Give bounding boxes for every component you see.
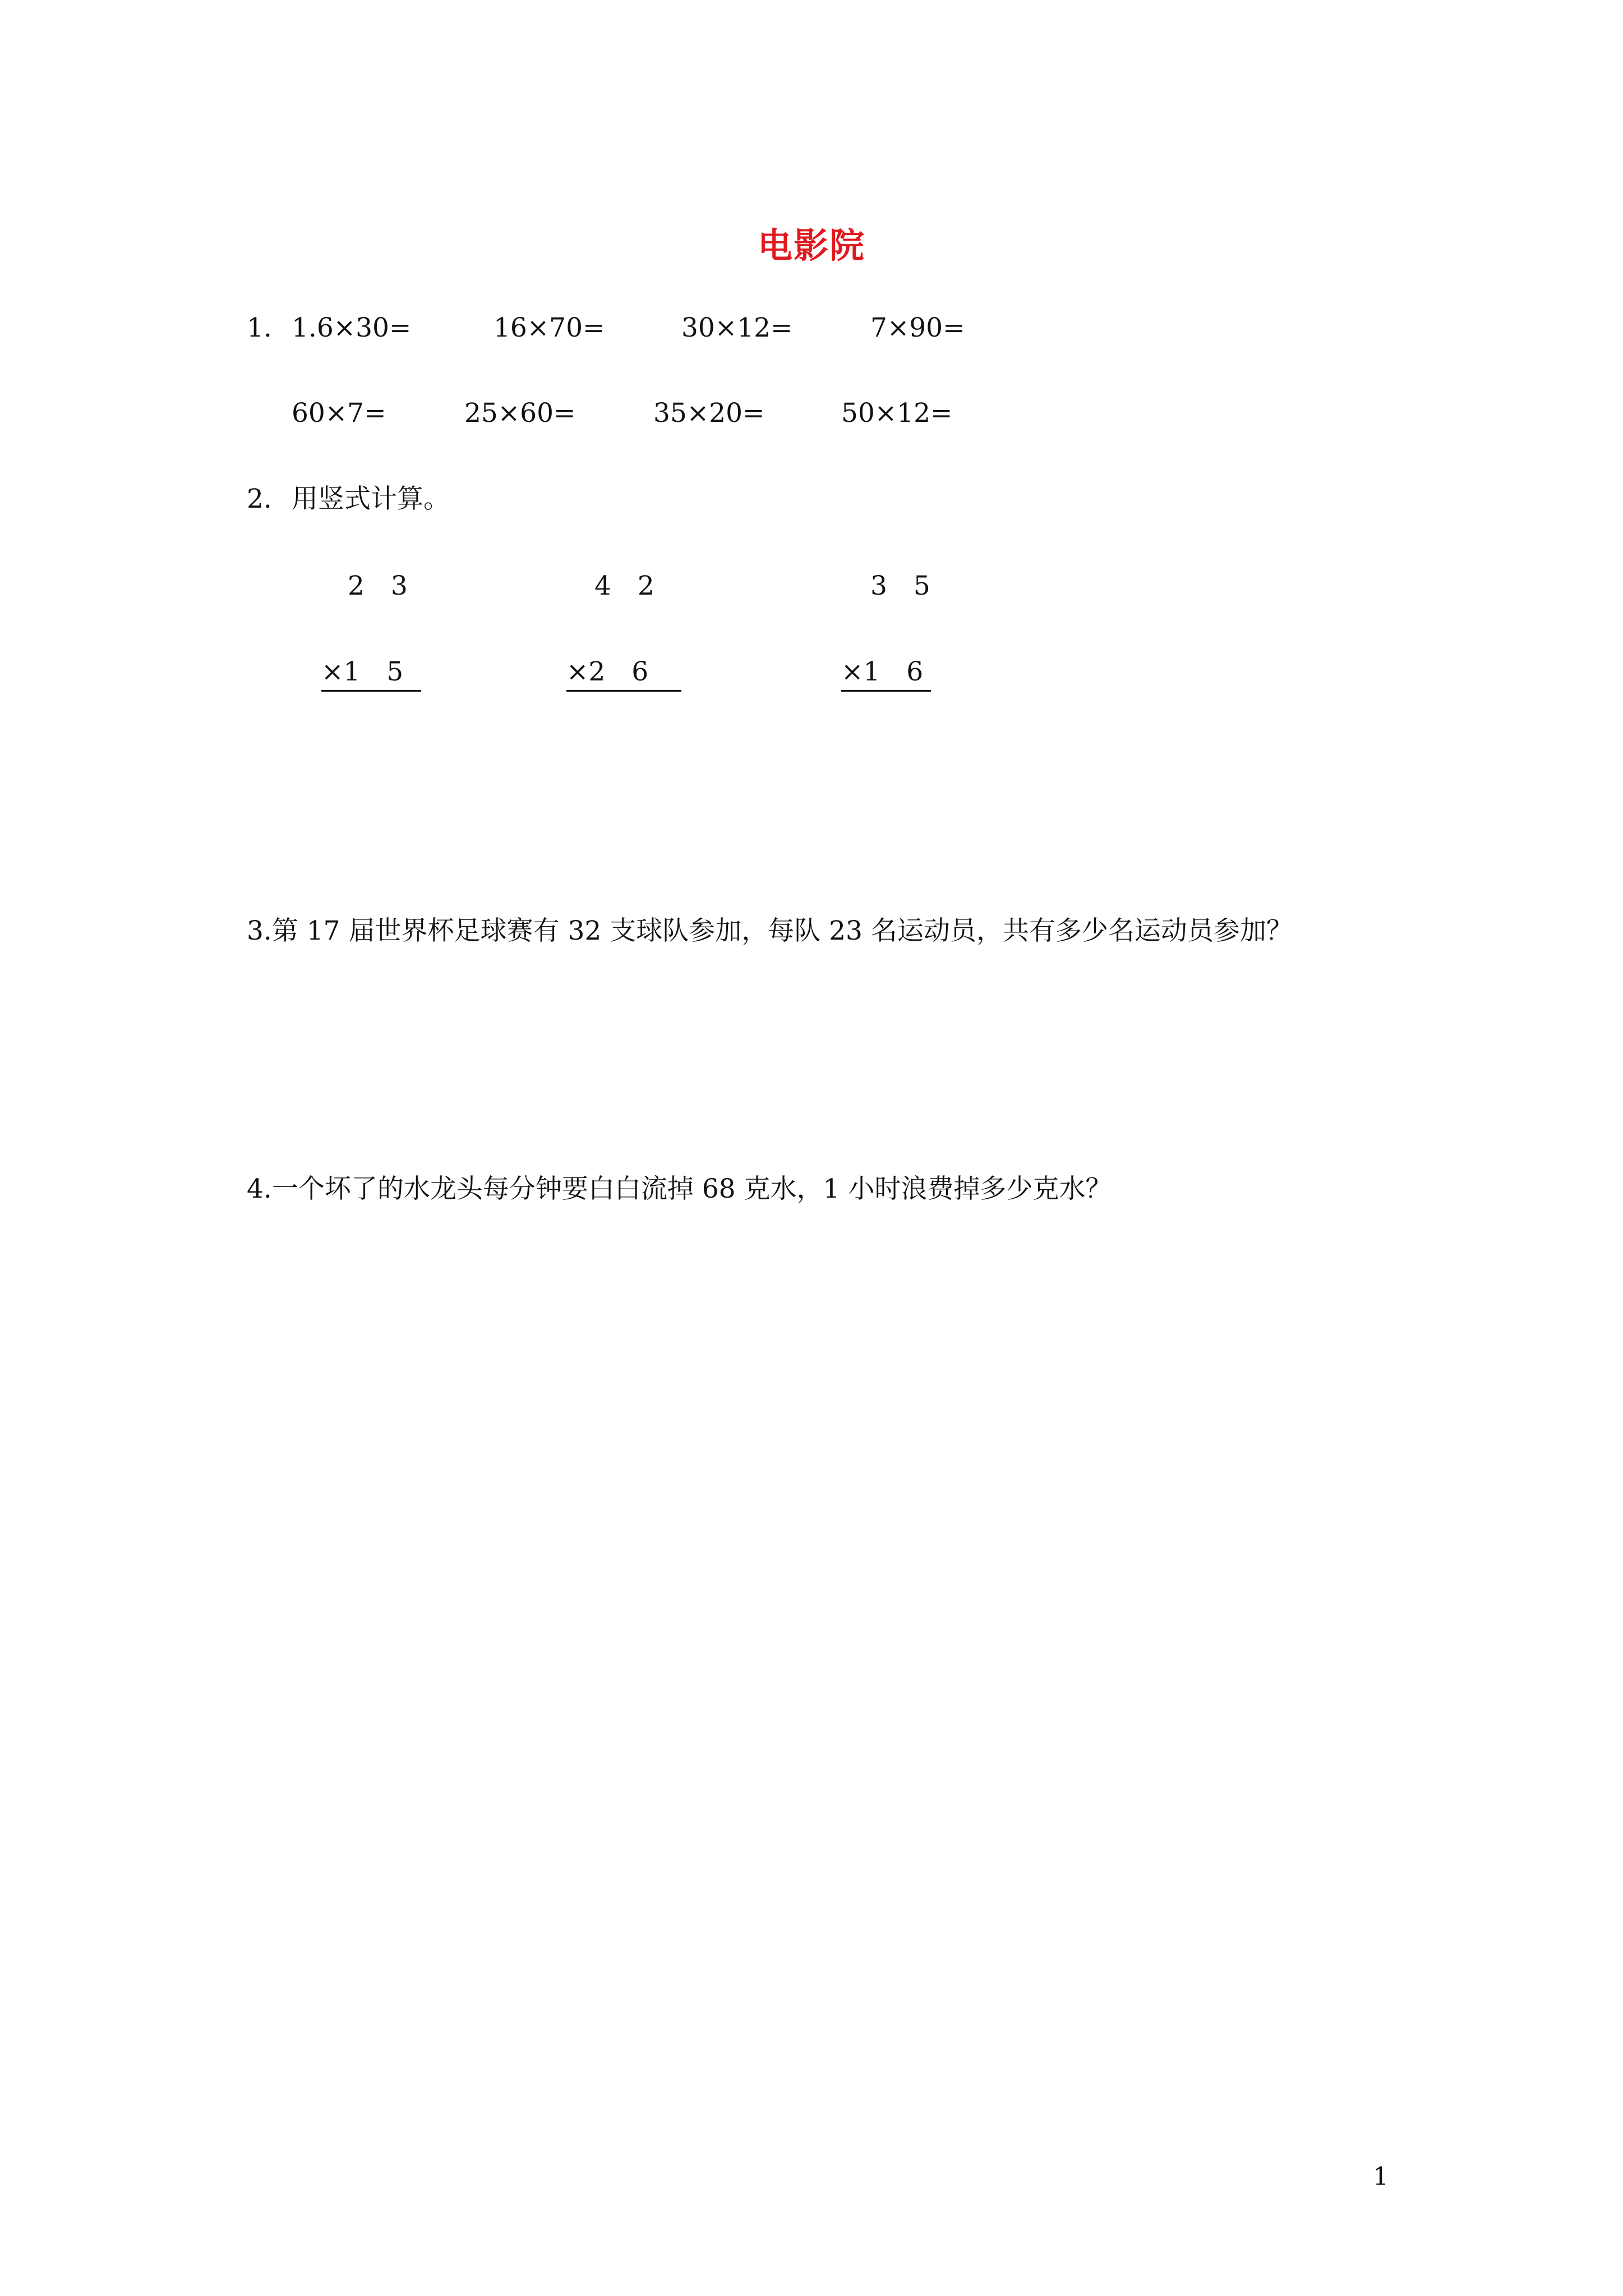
vertical-multiplier: ×1 5 bbox=[321, 655, 421, 692]
q1-expression: 25×60= bbox=[464, 398, 576, 429]
q1-expression: 16×70= bbox=[494, 312, 605, 343]
q1-expression: 7×90= bbox=[870, 312, 965, 343]
vertical-multiplier: ×2 6 bbox=[566, 655, 681, 692]
q1-expression: 1.6×30= bbox=[292, 312, 412, 343]
vertical-multiplicand: 3 5 bbox=[870, 570, 930, 601]
question-2-number: 2. bbox=[247, 484, 272, 514]
question-4-text: 4.一个坏了的水龙头每分钟要白白流掉 68 克水，1 小时浪费掉多少克水？ bbox=[247, 1174, 1112, 1204]
vertical-multiplicand: 2 3 bbox=[348, 570, 408, 601]
page-title: 电影院 bbox=[757, 225, 865, 266]
q1-expression: 35×20= bbox=[653, 398, 765, 429]
q1-expression: 60×7= bbox=[292, 398, 386, 429]
question-1-number: 1. bbox=[247, 312, 272, 343]
page-number: 1 bbox=[1373, 2162, 1389, 2191]
question-3-text: 3.第 17 届世界杯足球赛有 32 支球队参加，每队 23 名运动员，共有多少名运动员参加？ bbox=[247, 915, 1293, 946]
question-2-instruction: 用竖式计算。 bbox=[292, 484, 450, 514]
vertical-multiplicand: 4 2 bbox=[594, 570, 654, 601]
vertical-multiplier: ×1 6 bbox=[841, 655, 931, 692]
q1-expression: 50×12= bbox=[841, 398, 953, 429]
q1-expression: 30×12= bbox=[681, 312, 793, 343]
